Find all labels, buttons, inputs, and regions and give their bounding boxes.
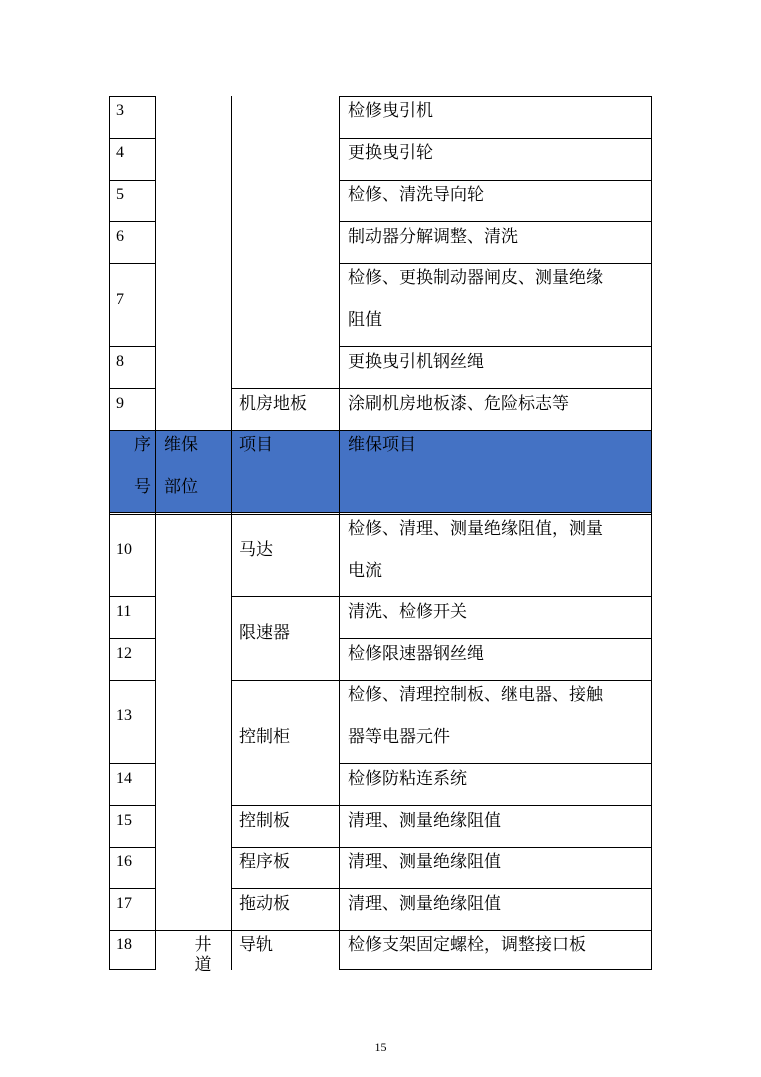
row-number: 18 xyxy=(116,936,132,953)
maintenance-item: 清理、测量绝缘阻值 xyxy=(348,894,501,914)
maintenance-item: 检修、清洗导向轮 xyxy=(348,185,484,205)
row-number: 4 xyxy=(116,144,124,161)
header-seq: 号 xyxy=(134,477,151,497)
row-number: 14 xyxy=(116,770,132,787)
part-shaft: 井 xyxy=(194,935,212,955)
row-number: 16 xyxy=(116,853,132,870)
row-number: 5 xyxy=(116,186,124,203)
row-number: 3 xyxy=(116,102,124,119)
item-name: 限速器 xyxy=(239,623,290,643)
item-name: 机房地板 xyxy=(239,394,307,414)
maintenance-item: 检修曳引机 xyxy=(348,101,433,121)
maintenance-item: 检修、清理、测量绝缘阻值，测量 xyxy=(348,519,603,539)
maintenance-item: 清理、测量绝缘阻值 xyxy=(348,852,501,872)
row-number: 15 xyxy=(116,812,132,829)
maintenance-item: 检修支架固定螺栓，调整接口板 xyxy=(348,935,586,955)
maintenance-item-cont: 电流 xyxy=(348,561,382,581)
row-number: 8 xyxy=(116,353,124,370)
maintenance-item: 检修、更换制动器闸皮、测量绝缘 xyxy=(348,268,603,288)
item-name: 拖动板 xyxy=(239,894,290,914)
item-name: 马达 xyxy=(239,540,273,560)
row-number: 12 xyxy=(116,645,132,662)
row-number: 10 xyxy=(116,541,132,558)
item-name: 控制板 xyxy=(239,811,290,831)
maintenance-item-cont: 器等电器元件 xyxy=(348,727,450,747)
maintenance-item: 清理、测量绝缘阻值 xyxy=(348,811,501,831)
row-number: 7 xyxy=(116,291,124,308)
part-shaft-cont: 道 xyxy=(194,955,212,975)
header-item: 项目 xyxy=(239,435,273,455)
row-number: 13 xyxy=(116,707,132,724)
maintenance-item: 更换曳引机钢丝绳 xyxy=(348,352,484,372)
maintenance-item: 清洗、检修开关 xyxy=(348,602,467,622)
row-number: 6 xyxy=(116,228,124,245)
row-number: 9 xyxy=(116,395,124,412)
item-name: 程序板 xyxy=(239,852,290,872)
header-seq: 序 xyxy=(134,435,151,455)
header-maintenance: 维保项目 xyxy=(348,435,416,455)
item-name: 导轨 xyxy=(239,935,273,955)
maintenance-item: 检修、清理控制板、继电器、接触 xyxy=(348,685,603,705)
maintenance-item: 涂刷机房地板漆、危险标志等 xyxy=(348,394,569,414)
row-number: 11 xyxy=(116,603,132,620)
header-part: 部位 xyxy=(164,477,198,497)
header-part: 维保 xyxy=(164,435,198,455)
item-name: 控制柜 xyxy=(239,727,290,747)
maintenance-item: 更换曳引轮 xyxy=(348,143,433,163)
maintenance-item: 制动器分解调整、清洗 xyxy=(348,227,518,247)
maintenance-item: 检修限速器钢丝绳 xyxy=(348,644,484,664)
maintenance-item: 检修防粘连系统 xyxy=(348,769,467,789)
maintenance-item-cont: 阻值 xyxy=(348,310,382,330)
row-number: 17 xyxy=(116,895,132,912)
page-number: 15 xyxy=(374,1040,387,1054)
